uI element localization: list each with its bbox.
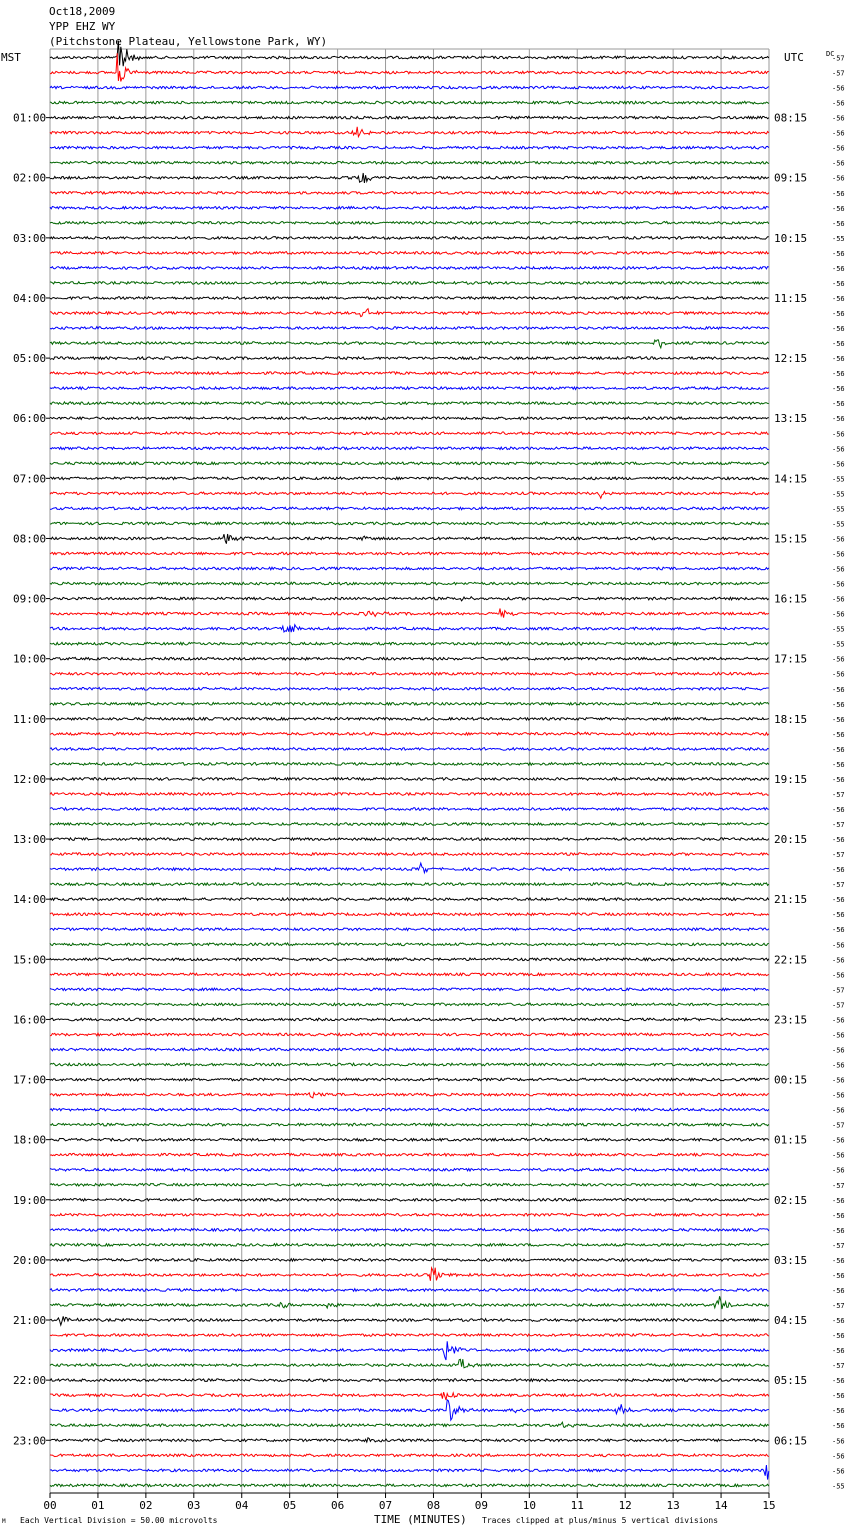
- trace-row: [50, 387, 769, 390]
- trace-row: [50, 1123, 769, 1126]
- utc-hour-label: 18:15: [774, 712, 808, 726]
- trace-row: [50, 267, 769, 270]
- dc-offset-value: -55: [832, 234, 845, 243]
- utc-hour-label: 16:15: [774, 592, 808, 606]
- dc-offset-value: -56: [832, 370, 845, 379]
- mst-hour-label: 15:00: [13, 953, 47, 967]
- trace-row: [50, 1214, 769, 1217]
- dc-offset-value: -56: [832, 219, 845, 228]
- trace-row: [50, 173, 769, 183]
- dc-offset-value: -56: [832, 445, 845, 454]
- dc-offset-value: -56: [832, 836, 845, 845]
- trace-row: [50, 86, 769, 89]
- dc-offset-value: -57: [832, 1241, 845, 1250]
- dc-offset-value: -56: [832, 1271, 845, 1280]
- dc-offset-value: -56: [832, 730, 845, 739]
- x-tick-label: 03: [187, 1499, 201, 1512]
- utc-hour-label: 00:15: [774, 1073, 808, 1087]
- utc-hour-label: 10:15: [774, 231, 808, 245]
- dc-offset-value: -56: [832, 1407, 845, 1416]
- dc-offset-value: -57: [832, 821, 845, 830]
- trace-row: [50, 718, 769, 721]
- dc-offset-value: -56: [832, 580, 845, 589]
- x-tick-label: 05: [283, 1499, 297, 1512]
- dc-offset-value: -56: [832, 84, 845, 93]
- dc-offset-value: -55: [832, 505, 845, 514]
- dc-offset-value: -56: [832, 535, 845, 544]
- trace-row: [50, 1003, 769, 1006]
- trace-row: [50, 597, 769, 601]
- trace-row: [50, 309, 769, 317]
- trace-row: [50, 688, 769, 691]
- trace-row: [50, 357, 769, 360]
- dc-offset-value: -55: [832, 625, 845, 634]
- trace-row: [50, 732, 769, 735]
- dc-offset-value: -56: [832, 1452, 845, 1461]
- dc-offset-value: -56: [832, 144, 845, 153]
- dc-offset-value: -56: [832, 415, 845, 424]
- trace-row: [50, 327, 769, 330]
- dc-offset-value: -55: [832, 490, 845, 499]
- dc-offset-value: -56: [832, 99, 845, 108]
- x-axis-label: TIME (MINUTES): [374, 1513, 467, 1526]
- dc-offset-value: -56: [832, 294, 845, 303]
- dc-offset-value: -56: [832, 1347, 845, 1356]
- trace-row: [50, 1438, 769, 1442]
- trace-row: [50, 207, 769, 210]
- trace-row: [50, 943, 769, 946]
- dc-offset-value: -57: [832, 851, 845, 860]
- trace-row: [50, 432, 769, 435]
- trace-row: [50, 582, 769, 585]
- dc-offset-value: -57: [832, 986, 845, 995]
- trace-row: [50, 642, 769, 645]
- dc-offset-value: -56: [832, 1061, 845, 1070]
- mst-hour-label: 01:00: [13, 111, 47, 125]
- trace-row: [50, 1108, 769, 1111]
- dc-offset-value: -57: [832, 1181, 845, 1190]
- trace-row: [50, 1093, 769, 1098]
- utc-hour-label: 05:15: [774, 1374, 808, 1388]
- x-axis-ticks: [43, 1493, 775, 1512]
- x-tick-label: 09: [474, 1499, 489, 1512]
- dc-offset-value: -56: [832, 610, 845, 619]
- dc-offset-value: -56: [832, 355, 845, 364]
- x-tick-label: 01: [91, 1499, 105, 1512]
- trace-row: [50, 1153, 769, 1156]
- mst-hour-label: 05:00: [13, 352, 47, 366]
- dc-offset-header: DC: [826, 50, 835, 58]
- mst-hour-label: 22:00: [13, 1374, 47, 1388]
- trace-row: [50, 1359, 769, 1368]
- dc-offset-value: -56: [832, 896, 845, 905]
- seismic-traces: [50, 41, 769, 1487]
- utc-hour-label: 12:15: [774, 352, 808, 366]
- trace-row: [50, 1379, 769, 1382]
- trace-row: [50, 1018, 769, 1021]
- trace-row: [50, 823, 769, 826]
- dc-offset-value: -56: [832, 114, 845, 123]
- trace-row: [50, 1184, 769, 1187]
- trace-row: [50, 625, 769, 633]
- trace-row: [50, 1296, 769, 1309]
- trace-row: [50, 928, 769, 931]
- dc-offset-value: -56: [832, 1392, 845, 1401]
- trace-row: [50, 161, 769, 164]
- trace-row: [50, 1400, 769, 1420]
- right-timezone-label: UTC: [784, 51, 804, 64]
- dc-offset-value: -57: [832, 881, 845, 890]
- trace-row: [50, 1259, 769, 1262]
- trace-row: [50, 417, 769, 420]
- dc-offset-value: -56: [832, 956, 845, 965]
- mst-hour-label: 17:00: [13, 1073, 47, 1087]
- x-tick-label: 04: [235, 1499, 249, 1512]
- trace-row: [50, 101, 769, 104]
- dc-offset-value: -57: [832, 1301, 845, 1310]
- dc-offset-value: -56: [832, 911, 845, 920]
- dc-offset-value: -56: [832, 1016, 845, 1025]
- trace-row: [50, 1138, 769, 1141]
- trace-row: [50, 609, 769, 618]
- trace-row: [50, 492, 769, 499]
- dc-offset-value: -56: [832, 1211, 845, 1220]
- mst-hour-label: 09:00: [13, 592, 47, 606]
- trace-row: [50, 146, 769, 149]
- utc-hour-label: 06:15: [774, 1434, 808, 1448]
- utc-hour-label: 08:15: [774, 111, 808, 125]
- scale-note: Each Vertical Division = 50.00 microvolts: [20, 1516, 218, 1525]
- dc-offset-value: -56: [832, 1076, 845, 1085]
- x-tick-label: 11: [570, 1499, 584, 1512]
- utc-hour-label: 03:15: [774, 1253, 808, 1267]
- trace-row: [50, 838, 769, 841]
- dc-offset-value: -57: [832, 1001, 845, 1010]
- utc-hour-label: 21:15: [774, 893, 808, 907]
- station-location: (Pitchstone Plateau, Yellowstone Park, WY): [49, 35, 328, 48]
- dc-offset-value: -56: [832, 249, 845, 258]
- utc-hour-label: 19:15: [774, 772, 808, 786]
- trace-row: [50, 1289, 769, 1292]
- trace-row: [50, 898, 769, 901]
- trace-row: [50, 507, 769, 510]
- trace-row: [50, 1316, 769, 1325]
- utc-hour-label: 22:15: [774, 953, 808, 967]
- trace-row: [50, 522, 769, 525]
- trace-row: [50, 1422, 769, 1427]
- dc-offset-value: -56: [832, 129, 845, 138]
- trace-row: [50, 462, 769, 465]
- trace-row: [50, 1244, 769, 1247]
- dc-offset-value: -56: [832, 806, 845, 814]
- dc-offset-value: -56: [832, 1226, 845, 1235]
- mst-hour-label: 03:00: [13, 231, 47, 245]
- dc-offset-value: -56: [832, 1046, 845, 1055]
- utc-hour-label: 14:15: [774, 472, 808, 486]
- x-tick-label: 10: [522, 1499, 536, 1512]
- mst-hour-label: 20:00: [13, 1253, 47, 1267]
- utc-hour-labels: [774, 112, 807, 1448]
- dc-offset-value: -56: [832, 385, 845, 394]
- trace-row: [50, 703, 769, 706]
- left-timezone-label: MST: [1, 51, 21, 64]
- dc-offset-value: -56: [832, 340, 845, 349]
- dc-offset-value: -56: [832, 1166, 845, 1175]
- trace-row: [50, 1341, 769, 1360]
- mst-hour-label: 07:00: [13, 472, 47, 486]
- trace-row: [50, 237, 769, 240]
- x-tick-label: 02: [139, 1499, 153, 1512]
- utc-hour-label: 13:15: [774, 412, 808, 426]
- dc-offset-value: -57: [832, 790, 845, 799]
- trace-row: [50, 192, 769, 195]
- trace-row: [50, 372, 769, 375]
- dc-offset-value: -56: [832, 174, 845, 183]
- trace-row: [50, 1048, 769, 1051]
- x-tick-label: 15: [762, 1499, 776, 1512]
- dc-offset-value: -56: [832, 204, 845, 213]
- trace-row: [50, 778, 769, 781]
- x-tick-label: 13: [666, 1499, 680, 1512]
- dc-offset-value: -56: [832, 1377, 845, 1386]
- dc-offset-value: -56: [832, 1136, 845, 1145]
- dc-offset-value: -56: [832, 1422, 845, 1431]
- mst-hour-label: 12:00: [13, 772, 47, 786]
- mst-hour-label: 19:00: [13, 1193, 47, 1207]
- dc-offset-value: -56: [832, 1437, 845, 1446]
- dc-offset-value: -56: [832, 1332, 845, 1341]
- trace-row: [50, 863, 769, 873]
- trace-row: [50, 1033, 769, 1036]
- mst-hour-label: 06:00: [13, 412, 47, 426]
- trace-row: [50, 402, 769, 405]
- dc-offset-value: -56: [832, 1317, 845, 1326]
- trace-row: [50, 1229, 769, 1232]
- dc-offset-value: -56: [832, 310, 845, 319]
- trace-row: [50, 297, 769, 300]
- x-tick-label: 06: [330, 1499, 345, 1512]
- dc-offset-value: -56: [832, 565, 845, 574]
- dc-offset-value: -56: [832, 971, 845, 980]
- utc-hour-label: 17:15: [774, 652, 808, 666]
- mst-hour-labels: [13, 112, 50, 1448]
- mst-hour-label: 10:00: [13, 652, 47, 666]
- dc-offset-value: -56: [832, 595, 845, 604]
- trace-row: [50, 672, 769, 675]
- dc-offset-value: -56: [832, 460, 845, 469]
- trace-row: [50, 913, 769, 916]
- trace-row: [50, 748, 769, 751]
- trace-row: [50, 222, 769, 225]
- dc-offset-value: -56: [832, 941, 845, 950]
- trace-row: [50, 477, 769, 480]
- dc-offset-value: -56: [832, 159, 845, 168]
- trace-row: [50, 988, 769, 991]
- dc-offset-value: -56: [832, 325, 845, 334]
- dc-offset-value: -56: [832, 1106, 845, 1115]
- dc-offset-value: -56: [832, 655, 845, 664]
- trace-row: [50, 567, 769, 570]
- dc-offset-value: -56: [832, 189, 845, 198]
- dc-offset-value: -56: [832, 550, 845, 559]
- dc-offset-labels: [832, 55, 845, 1491]
- dc-offset-value: -56: [832, 1196, 845, 1205]
- trace-row: [50, 252, 769, 255]
- trace-row: [50, 808, 769, 811]
- dc-offset-value: -56: [832, 1091, 845, 1100]
- dc-offset-value: -56: [832, 1151, 845, 1160]
- chart-date: Oct18,2009: [49, 5, 116, 18]
- x-tick-label: 07: [378, 1499, 393, 1512]
- trace-row: [50, 1334, 769, 1337]
- trace-row: [50, 973, 769, 976]
- dc-offset-value: -56: [832, 926, 845, 935]
- trace-row: [50, 1392, 769, 1400]
- mst-hour-label: 16:00: [13, 1013, 47, 1027]
- trace-row: [50, 1465, 769, 1480]
- dc-offset-value: -55: [832, 475, 845, 484]
- trace-row: [50, 1199, 769, 1202]
- trace-row: [50, 763, 769, 766]
- dc-offset-value: -56: [832, 430, 845, 439]
- dc-offset-value: -56: [832, 264, 845, 273]
- corner-mark: M: [2, 1518, 6, 1525]
- dc-offset-value: -55: [832, 520, 845, 529]
- mst-hour-label: 02:00: [13, 171, 47, 185]
- dc-offset-value: -56: [832, 1031, 845, 1040]
- dc-offset-value: -56: [832, 685, 845, 694]
- dc-offset-value: -56: [832, 1256, 845, 1265]
- x-tick-label: 08: [426, 1499, 441, 1512]
- dc-offset-value: -56: [832, 775, 845, 784]
- utc-hour-label: 09:15: [774, 171, 808, 185]
- trace-row: [50, 958, 769, 961]
- mst-hour-label: 18:00: [13, 1133, 47, 1147]
- dc-offset-value: -56: [832, 1467, 845, 1476]
- trace-row: [50, 552, 769, 555]
- dc-offset-value: -55: [832, 640, 845, 649]
- utc-hour-label: 15:15: [774, 532, 808, 546]
- trace-row: [50, 1168, 769, 1171]
- trace-row: [50, 116, 769, 119]
- x-tick-label: 00: [43, 1499, 57, 1512]
- dc-offset-value: -55: [832, 1482, 845, 1491]
- utc-hour-label: 11:15: [774, 291, 808, 305]
- dc-offset-value: -56: [832, 1286, 845, 1295]
- dc-offset-value: -57: [832, 54, 845, 63]
- utc-hour-label: 01:15: [774, 1133, 808, 1147]
- trace-row: [50, 1078, 769, 1081]
- clip-note: Traces clipped at plus/minus 5 vertical divisions: [482, 1516, 719, 1525]
- utc-hour-label: 23:15: [774, 1013, 808, 1027]
- mst-hour-label: 21:00: [13, 1314, 47, 1328]
- dc-offset-value: -56: [832, 715, 845, 724]
- trace-row: [50, 883, 769, 886]
- dc-offset-value: -56: [832, 866, 845, 875]
- mst-hour-label: 04:00: [13, 291, 47, 305]
- x-tick-label: 12: [618, 1499, 632, 1512]
- dc-offset-value: -56: [832, 279, 845, 288]
- dc-offset-value: -57: [832, 1121, 845, 1130]
- trace-row: [50, 282, 769, 285]
- dc-offset-value: -56: [832, 700, 845, 709]
- dc-offset-value: -57: [832, 1362, 845, 1371]
- mst-hour-label: 08:00: [13, 532, 47, 546]
- trace-row: [50, 1484, 769, 1487]
- dc-offset-value: -56: [832, 670, 845, 679]
- mst-hour-label: 23:00: [13, 1434, 47, 1448]
- trace-row: [50, 1063, 769, 1066]
- trace-row: [50, 793, 769, 796]
- station-code: YPP EHZ WY: [49, 20, 116, 33]
- mst-hour-label: 14:00: [13, 893, 47, 907]
- trace-row: [50, 1454, 769, 1457]
- trace-row: [50, 340, 769, 348]
- x-tick-label: 14: [714, 1499, 728, 1512]
- dc-offset-value: -57: [832, 69, 845, 78]
- trace-row: [50, 534, 769, 544]
- trace-row: [50, 127, 769, 137]
- trace-row: [50, 1268, 769, 1281]
- dc-offset-value: -56: [832, 760, 845, 769]
- utc-hour-label: 04:15: [774, 1314, 808, 1328]
- utc-hour-label: 02:15: [774, 1193, 808, 1207]
- mst-hour-label: 11:00: [13, 712, 47, 726]
- dc-offset-value: -56: [832, 745, 845, 754]
- trace-row: [50, 657, 769, 660]
- dc-offset-value: -56: [832, 400, 845, 409]
- mst-hour-label: 13:00: [13, 833, 47, 847]
- utc-hour-label: 20:15: [774, 833, 808, 847]
- trace-row: [50, 853, 769, 856]
- trace-row: [50, 447, 769, 450]
